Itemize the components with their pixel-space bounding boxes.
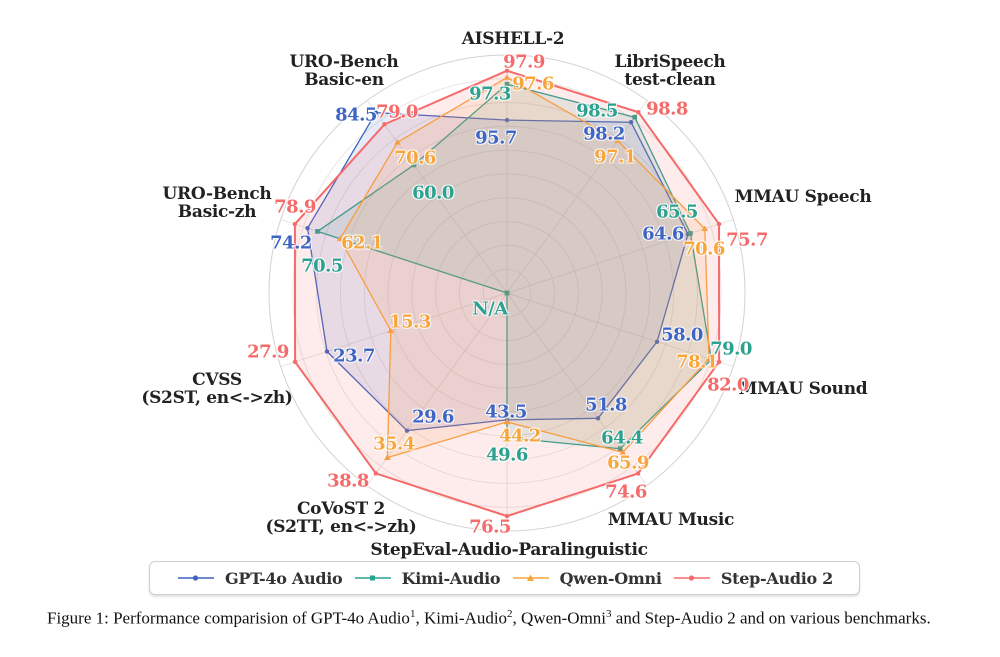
value-label-qwen-omni-aishell-2: 97.6 — [512, 73, 554, 95]
value-label-qwen-omni-uro-bench-basic-zh: 62.1 — [341, 232, 383, 254]
value-label-gpt-4o-audio-stepeval-audio-paralinguistic: 43.5 — [485, 401, 527, 423]
data-point-marker — [293, 222, 297, 226]
caption-text: Figure 1: Performance comparision of GPT-4o Audio — [47, 608, 410, 628]
legend-marker-gpt-4o-audio — [176, 571, 216, 585]
value-label-gpt-4o-audio-uro-bench-basic-en: 84.5 — [335, 104, 377, 126]
axis-label-covost-2-s2tt-en-zh-: CoVoST 2 (S2TT, en<->zh) — [265, 499, 417, 537]
value-label-kimi-audio-uro-bench-basic-zh: 70.5 — [301, 255, 343, 277]
value-label-step-audio-2-mmau-sound: 82.0 — [707, 374, 749, 396]
value-label-step-audio-2-cvss-s2st-en-zh-: 27.9 — [247, 341, 289, 363]
axis-label-uro-bench-basic-en: URO-Bench Basic-en — [289, 52, 399, 90]
value-label-qwen-omni-uro-bench-basic-en: 70.6 — [394, 147, 436, 169]
value-label-gpt-4o-audio-librispeech-test-clean: 98.2 — [583, 123, 625, 145]
caption-footnote-3: 3 — [606, 608, 612, 620]
value-label-gpt-4o-audio-mmau-speech: 64.6 — [642, 223, 684, 245]
value-label-gpt-4o-audio-uro-bench-basic-zh: 74.2 — [270, 232, 312, 254]
caption-text: and Step-Audio 2 and on various benchmarks. — [611, 608, 931, 628]
legend-label-qwen-omni: Qwen-Omni — [559, 568, 662, 588]
value-label-qwen-omni-mmau-speech: 70.6 — [683, 238, 725, 260]
legend-item-kimi-audio — [353, 569, 501, 588]
data-point-marker — [382, 122, 386, 126]
value-label-gpt-4o-audio-cvss-s2st-en-zh-: 23.7 — [333, 345, 375, 367]
value-label-step-audio-2-covost-2-s2tt-en-zh-: 38.8 — [327, 470, 369, 492]
value-label-step-audio-2-uro-bench-basic-en: 79.0 — [376, 101, 418, 123]
value-label-qwen-omni-librispeech-test-clean: 97.1 — [594, 146, 636, 168]
caption-text: , Qwen-Omni — [512, 608, 607, 628]
axis-label-mmau-speech: MMAU Speech — [734, 187, 872, 207]
axis-label-librispeech-test-clean: LibriSpeech test-clean — [614, 52, 726, 90]
value-label-gpt-4o-audio-covost-2-s2tt-en-zh-: 29.6 — [412, 406, 454, 428]
legend-label-step-audio-2: Step-Audio 2 — [720, 568, 833, 588]
value-label-kimi-audio-aishell-2: 97.3 — [469, 83, 511, 105]
axis-label-mmau-music: MMAU Music — [607, 510, 735, 530]
value-label-kimi-audio-na: N/A — [472, 298, 508, 320]
data-point-marker — [293, 360, 297, 364]
value-label-step-audio-2-aishell-2: 97.9 — [503, 51, 545, 73]
value-label-kimi-audio-uro-bench-basic-en: 60.0 — [412, 182, 454, 204]
value-label-step-audio-2-mmau-speech: 75.7 — [726, 229, 768, 251]
value-label-qwen-omni-cvss-s2st-en-zh-: 15.3 — [389, 311, 431, 333]
value-label-qwen-omni-covost-2-s2tt-en-zh-: 35.4 — [373, 433, 415, 455]
axis-label-stepeval-audio-paralinguistic: StepEval-Audio-Paralinguistic — [370, 540, 648, 560]
legend-item-step-audio-2 — [672, 569, 833, 588]
legend-label-kimi-audio: Kimi-Audio — [401, 568, 501, 588]
value-label-gpt-4o-audio-aishell-2: 95.7 — [475, 127, 517, 149]
caption-footnote-1: 1 — [409, 608, 416, 620]
value-label-gpt-4o-audio-mmau-sound: 58.0 — [661, 324, 703, 346]
chart-legend — [149, 561, 860, 595]
value-label-qwen-omni-stepeval-audio-paralinguistic: 44.2 — [499, 425, 541, 447]
caption-text: , Kimi-Audio — [415, 608, 508, 628]
legend-item-qwen-omni — [511, 569, 662, 588]
value-label-step-audio-2-uro-bench-basic-zh: 78.9 — [274, 196, 316, 218]
axis-label-aishell-2: AISHELL-2 — [461, 29, 565, 49]
axis-label-uro-bench-basic-zh: URO-Bench Basic-zh — [162, 184, 272, 222]
legend-marker-qwen-omni — [511, 571, 551, 585]
legend-label-gpt-4o-audio: GPT-4o Audio — [225, 568, 343, 588]
value-label-kimi-audio-mmau-sound: 79.0 — [710, 338, 752, 360]
value-label-kimi-audio-mmau-speech: 65.5 — [656, 201, 698, 223]
legend-item-gpt-4o-audio — [176, 569, 342, 588]
figure-caption — [47, 603, 952, 630]
data-point-marker — [374, 471, 378, 475]
value-label-kimi-audio-mmau-music: 64.4 — [601, 427, 643, 449]
data-point-marker — [636, 110, 640, 114]
value-label-gpt-4o-audio-mmau-music: 51.8 — [585, 394, 627, 416]
value-label-step-audio-2-mmau-music: 74.6 — [605, 481, 647, 503]
axis-label-cvss-s2st-en-zh-: CVSS (S2ST, en<->zh) — [141, 370, 293, 408]
value-label-kimi-audio-stepeval-audio-paralinguistic: 49.6 — [486, 444, 528, 466]
value-label-step-audio-2-librispeech-test-clean: 98.8 — [646, 98, 688, 120]
axis-label-mmau-sound: MMAU Sound — [738, 379, 868, 399]
value-label-step-audio-2-stepeval-audio-paralinguistic: 76.5 — [469, 516, 511, 538]
legend-marker-step-audio-2 — [672, 571, 712, 585]
legend-marker-kimi-audio — [353, 571, 393, 585]
value-label-qwen-omni-mmau-sound: 78.1 — [676, 351, 718, 373]
data-point-marker — [717, 222, 721, 226]
value-label-qwen-omni-mmau-music: 65.9 — [607, 452, 649, 474]
caption-footnote-2: 2 — [507, 608, 513, 620]
value-label-kimi-audio-librispeech-test-clean: 98.5 — [576, 100, 618, 122]
